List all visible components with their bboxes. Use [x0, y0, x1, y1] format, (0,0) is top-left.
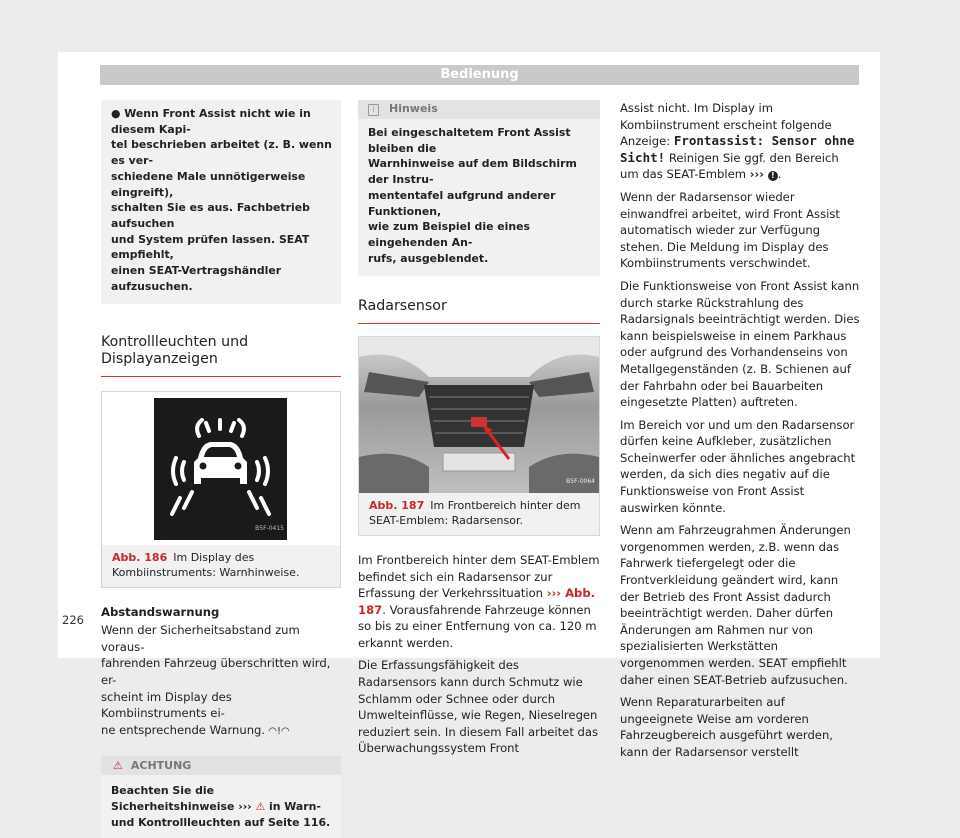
- figure-caption: [102, 545, 340, 587]
- warning-triangle-icon: ⚠: [255, 800, 266, 814]
- paragraph: Im Bereich vor und um den Radarsensor dürfen keine Aufkleber, zusätzlichen Scheinwerfer oder ähnliches angebracht werden, da sich dies negativ auf die Funktionsweise von Front Assist auswirken könnte.: [620, 417, 856, 515]
- figure-caption: [359, 493, 599, 535]
- column-2: [358, 100, 600, 763]
- intro-line: und System prüfen lassen. SEAT empfiehlt,: [111, 232, 310, 262]
- attention-icon: !: [768, 171, 778, 181]
- reference-arrows: ›››: [238, 800, 252, 814]
- page-number: 226: [62, 613, 84, 627]
- paragraph: [358, 552, 600, 652]
- warning-symbol-icon: ◠!◠: [265, 725, 290, 737]
- display-message: Frontassist: Sensor ohne Sicht!: [620, 133, 855, 165]
- car-proximity-icon: [154, 398, 287, 540]
- paragraph: Die Funktionsweise von Front Assist kann durch starke Rückstrahlung des Radarsignals beeinträchtigt werden. Dies kann beispielsweise in einem Parkhaus oder aufgrund des Vorhandenseins von Metallgegenständen (z. B. Schienen auf der Fahrbahn oder bei Bauarbeiten eingesetzte Platten) auftreten.: [620, 278, 860, 410]
- section-title: Kontrollleuchten und Displayanzeigen: [101, 334, 341, 376]
- warning-title: ACHTUNG: [130, 758, 192, 772]
- figure-code: B5F-0064: [566, 478, 595, 486]
- warning-body: [101, 775, 341, 838]
- warning-text: in Warn- und Kontrollleuchten auf Seite 116.: [111, 800, 331, 829]
- paragraph-text: . Vorausfahrende Fahrzeuge können so bis zu einer Entfernung von ca. 120 m erkannt werden.: [358, 602, 597, 650]
- note-header: [358, 100, 600, 119]
- figure-186: [101, 391, 341, 588]
- page-header: Bedienung: [100, 65, 859, 85]
- paragraph-text: Im Frontbereich hinter dem SEAT-Emblem befindet sich ein Radarsensor zur Erfassung der Verkehrssituation: [358, 552, 600, 601]
- warning-box: [101, 756, 341, 838]
- intro-box: [101, 100, 341, 304]
- body-line: fahrenden Fahrzeug überschritten wird, er-: [101, 656, 331, 687]
- body-line: Wenn der Sicherheitsabstand zum voraus-: [101, 623, 300, 654]
- note-box: [358, 100, 600, 276]
- paragraph-text: Assist nicht. Im Display im Kombiinstrument erscheint folgende Anzeige:: [620, 101, 832, 149]
- note-line: wie zum Beispiel die eines eingehenden An-: [368, 220, 530, 249]
- info-icon: i: [368, 104, 379, 116]
- paragraph: Die Erfassungsfähigkeit des Radarsensors kann durch Schmutz wie Schlamm oder Schnee oder durch Umwelteinflüsse, wie Regen, Nieselregen reduziert sein. In diesem Fall arbeitet das Überwachungssystem Front: [358, 658, 599, 756]
- figure-image: [102, 392, 340, 545]
- abstandswarnung-section: [101, 604, 341, 741]
- note-line: Bei eingeschaltetem Front Assist bleiben die: [368, 126, 571, 155]
- warning-display-image: [154, 398, 287, 540]
- note-line: mententafel aufgrund anderer Funktionen,: [368, 188, 556, 218]
- caption-text: Im Display des Kombiinstruments: Warnhinweise.: [112, 550, 300, 580]
- paragraph: Assist nicht. Im Display im Kombiinstrument erscheint folgende Anzeige: Frontassist: Sensor ohne Sicht! Reinigen Sie ggf. den Bereich um das SEAT-Emblem ››› ! .: [620, 101, 855, 182]
- note-line: rufs, ausgeblendet.: [368, 251, 489, 265]
- caption-text: Im Frontbereich hinter dem SEAT-Emblem: Radarsensor.: [369, 498, 581, 528]
- body-line: scheint im Display des Kombiinstruments ei-: [101, 689, 232, 721]
- subheading: Abstandswarnung: [101, 604, 220, 619]
- figure-label: Abb. 186: [112, 550, 168, 564]
- radarsensor-body: [358, 552, 600, 757]
- intro-line: schiedene Male unnötigerweise eingreift),: [111, 169, 306, 199]
- intro-line: einen SEAT-Vertragshändler aufzusuchen.: [111, 264, 282, 293]
- paragraph: Wenn Reparaturarbeiten auf ungeeignete Weise am vorderen Fahrzeugbereich ausgeführt werden, kann der Radarsensor verstellt: [620, 695, 833, 759]
- reference-arrows[interactable]: ›››: [749, 167, 765, 182]
- intro-line: tel beschrieben arbeitet (z. B. wenn es ver-: [111, 138, 332, 168]
- section-title: Radarsensor: [358, 298, 600, 324]
- note-line: Warnhinweise auf dem Bildschirm der Instru-: [368, 157, 577, 187]
- intro-line: ● Wenn Front Assist nicht wie in diesem Kapi-: [111, 107, 311, 136]
- column-3: [620, 100, 860, 767]
- warning-triangle-icon: ⚠: [113, 758, 123, 772]
- paragraph: Wenn am Fahrzeugrahmen Änderungen vorgenommen werden, z.B. wenn das Fahrwerk tiefergelegt oder die Frontverkleidung geändert wird, kann der Betrieb des Front Assist dadurch beeinträchtigt werden. Daher dürfen Änderungen am Rahmen nur von spezialisierten Werkstätten vorgenommen werden. SEAT empfiehlt daher einen SEAT-Betrieb aufzusuchen.: [620, 523, 851, 687]
- radar-sensor-image: [359, 337, 599, 493]
- body-line-last: [101, 722, 341, 741]
- intro-line: schalten Sie es aus. Fachbetrieb aufsuchen: [111, 201, 310, 230]
- column-1: [101, 100, 341, 838]
- figure-187: [358, 336, 600, 536]
- warning-text: Beachten Sie die Sicherheitshinweise: [111, 784, 235, 814]
- note-title: Hinweis: [389, 102, 438, 116]
- figure-code: B5F-0415: [255, 525, 284, 533]
- figure-label: Abb. 187: [369, 498, 425, 512]
- warning-header: [101, 756, 341, 775]
- body-line: ne entsprechende Warnung.: [101, 722, 266, 737]
- paragraph-text: Reinigen Sie ggf. den Bereich um das SEAT-Emblem: [620, 150, 839, 182]
- paragraph: Wenn der Radarsensor wieder einwandfrei arbeitet, wird Front Assist automatisch wieder zur Verfügung stehen. Die Meldung im Display des Kombiinstruments verschwindet.: [620, 189, 840, 271]
- figure-reference-link[interactable]: ››› Abb. 187: [358, 586, 596, 617]
- car-front-photo: [359, 337, 599, 493]
- note-body: [358, 119, 600, 276]
